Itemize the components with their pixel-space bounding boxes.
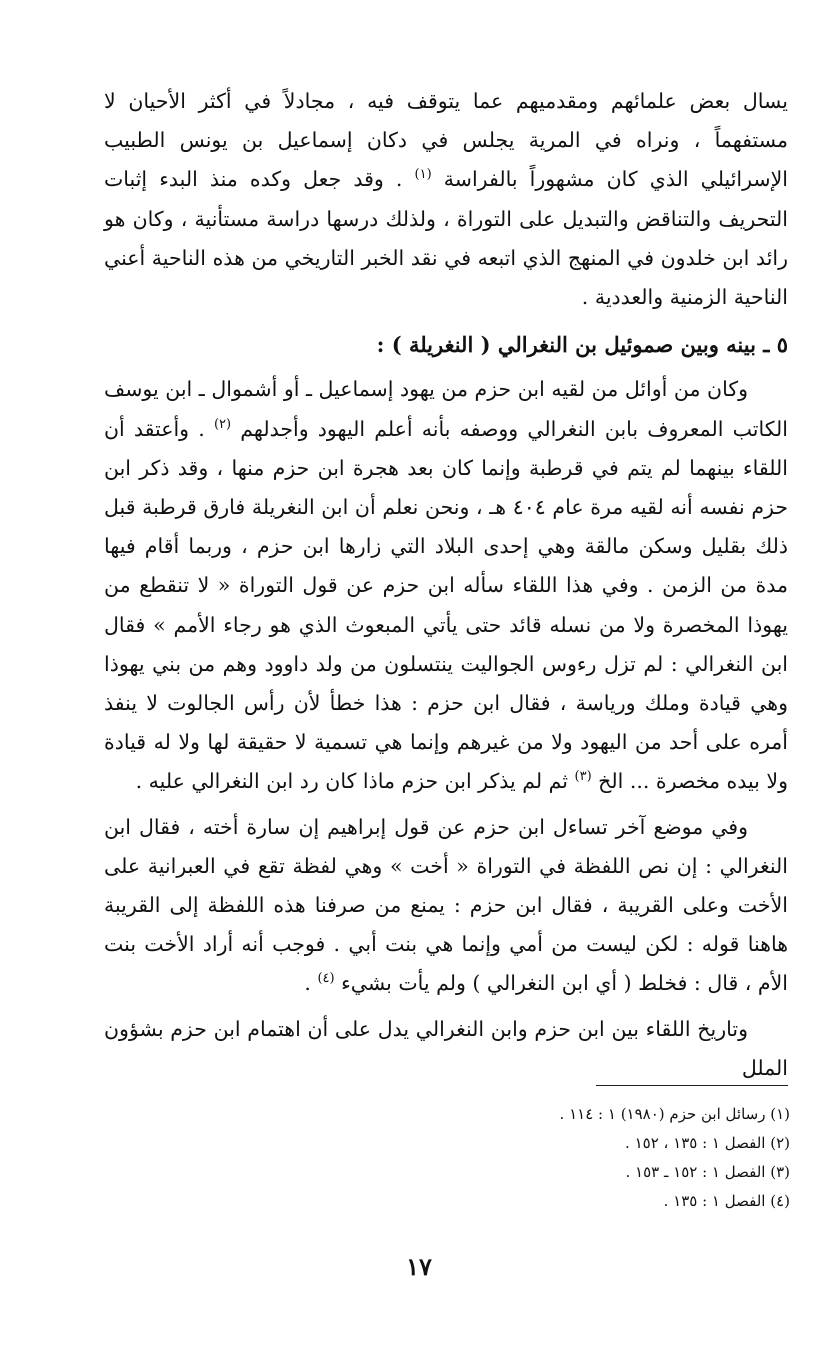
footnote-ref-1: (١) [414, 167, 432, 183]
footnote-1: (١) رسائل ابن حزم (١٩٨٠) ١ : ١١٤ . [559, 1105, 790, 1123]
paragraph-1-text: يسال بعض علمائهم ومقدميهم عما يتوقف فيه ، مجادلاً في أكثر الأحيان لا مستفهماً ، ونراه في المرية يجلس في دكان إسماعيل بن يونس الطبيب الإسرائيلي الذي كان مشهوراً بالفراسة [104, 89, 788, 192]
paragraph-1-tail: . وقد جعل وكده منذ البدء إثبات التحريف والتناقض والتبديل على التوراة ، ولذلك درسها دراسة مستأنية ، وكان هو رائد ابن خلدون في المنهج الذي اتبعه في نقد الخبر التاريخي من هذه الناحية أعني الناحية الزمنية والعددية . [104, 167, 788, 310]
main-text [104, 82, 788, 1094]
paragraph-4: وتاريخ اللقاء بين ابن حزم وابن النغرالي يدل على أن اهتمام ابن حزم بشؤون الملل [104, 1016, 788, 1080]
section-heading: ٥ ـ بينه وبين صموئيل بن النغرالي ( النغريلة ) : [376, 332, 788, 358]
paragraph-2-tail: ثم لم يذكر ابن حزم ماذا كان رد ابن النغرالي عليه . [135, 769, 568, 794]
paragraph-3-tail: . [304, 971, 311, 996]
paragraph-3 [104, 808, 788, 1004]
paragraph-2 [104, 370, 788, 801]
footnote-2: (٢) الفصل ١ : ١٣٥ ، ١٥٢ . [625, 1134, 790, 1152]
page-number: ١٧ [406, 1252, 432, 1281]
footnote-ref-3: (٣) [574, 769, 592, 785]
footnote-4: (٤) الفصل ١ : ١٣٥ . [663, 1192, 790, 1210]
paragraph-2-text: وكان من أوائل من لقيه ابن حزم من يهود إسماعيل ـ أو أشموال ـ ابن يوسف الكاتب المعروف بابن النغرالي ووصفه بأنه أعلم اليهود وأجدلهم [104, 377, 788, 441]
paragraph-2-mid: . وأعتقد أن اللقاء بينهما لم يتم في قرطبة وإنما كان بعد هجرة ابن حزم منها ، وقد ذكر ابن حزم نفسه أنه لقيه مرة عام ٤٠٤ هـ ، ونحن نعلم أن ابن النغريلة فارق قرطبة قبل ذلك بقليل وسكن مالقة وهي إحدى البلاد التي زارها ابن حزم ، وربما أقام فيها مدة من الزمن . وفي هذا اللقاء سأله ابن حزم عن قول التوراة « لا تنقطع من يهوذا المخصرة ولا من نسله قائد حتى يأتي المبعوث الذي هو رجاء الأمم » فقال ابن النغرالي : لم تزل رءوس الجواليت ينتسلون من ولد داوود وهم من بني يهوذا وهي قيادة وملك ورياسة ، فقال ابن حزم : هذا خطأ لأن رأس الجالوت لا ينفذ أمره على أحد من اليهود ولا من غيرهم وإنما هي تسمية لا حقيقة لها ولا له قيادة ولا بيده مخصرة ... الخ [104, 416, 788, 794]
footnote-ref-4: (٤) [317, 971, 335, 987]
paragraph-3-text: وفي موضع آخر تساءل ابن حزم عن قول إبراهيم إن سارة أخته ، فقال ابن النغرالي : إن نص اللفظة في التوراة « أخت » وهي لفظة تقع في العبرانية على الأخت وعلى القريبة ، فقال ابن حزم : يمنع من صرفنا هذه اللفظة إلى القريبة هاهنا قوله : لكن ليست من أمي وإنما هي بنت أبي . فوجب أنه أراد الأخت بنت الأم ، قال : فخلط ( أي ابن النغرالي ) ولم يأت بشيء [104, 814, 788, 996]
footnotes [300, 1100, 790, 1216]
footnote-3: (٣) الفصل ١ : ١٥٢ ـ ١٥٣ . [625, 1163, 790, 1181]
footnote-ref-2: (٢) [213, 416, 232, 432]
paragraph-1 [104, 82, 788, 317]
footnote-divider [596, 1085, 788, 1086]
